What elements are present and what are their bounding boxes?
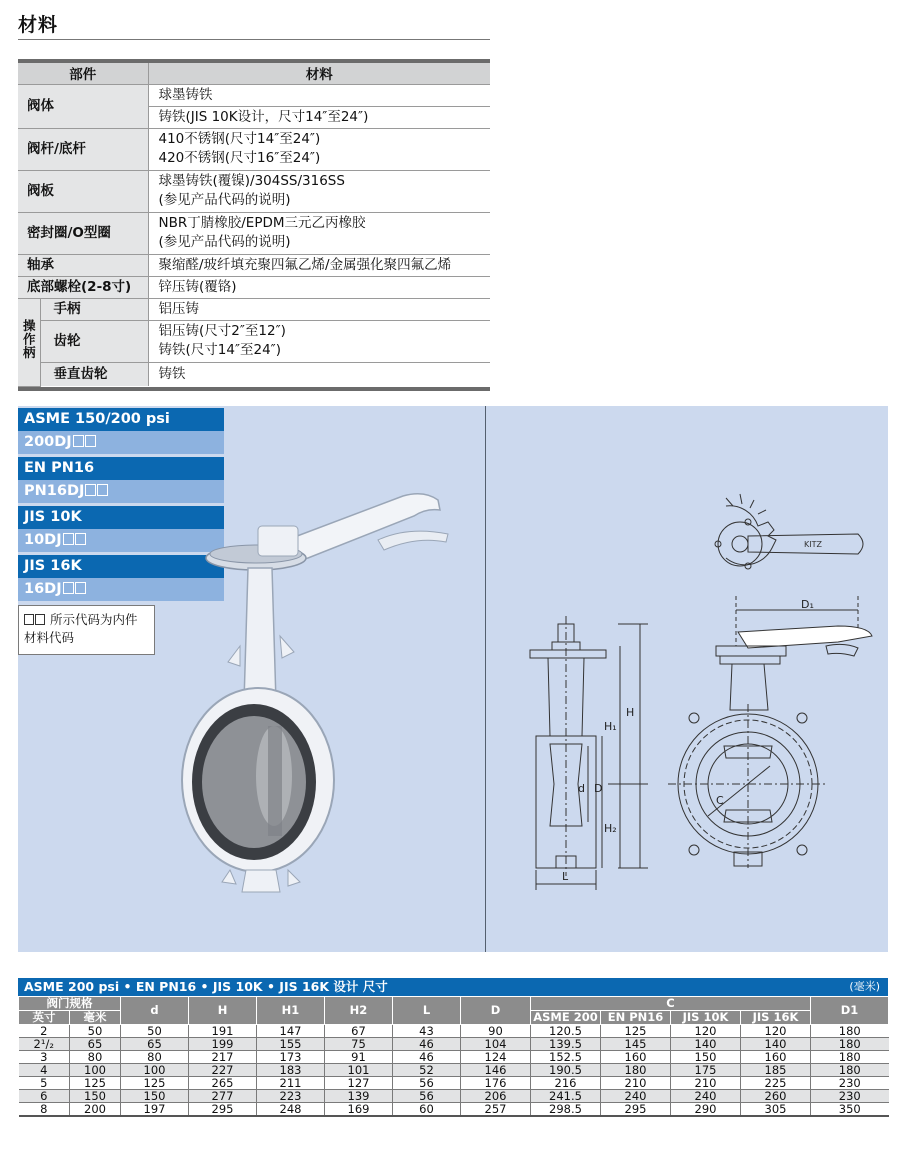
code-asme-text: 200DJ — [24, 434, 72, 450]
material-disc-1: 球墨铸铁(覆镍)/304SS/316SS — [158, 173, 345, 189]
cell-d: 176 — [461, 1077, 531, 1090]
header-jis10: JIS 10K — [671, 1011, 741, 1025]
part-disc: 阀板 — [18, 170, 148, 212]
code-asme — [18, 431, 224, 454]
header-valve-size: 阀门规格 — [19, 997, 121, 1011]
standard-asme-label — [18, 408, 224, 431]
cell-jis10: 175 — [671, 1064, 741, 1077]
material-lever: 铝压铸 — [148, 298, 490, 320]
cell-jis10: 140 — [671, 1038, 741, 1051]
cell-asme: 241.5 — [531, 1090, 601, 1103]
cell-inch: 3 — [19, 1051, 70, 1064]
cell-h: 277 — [189, 1090, 257, 1103]
header-en: EN PN16 — [601, 1011, 671, 1025]
materials-table — [18, 63, 490, 387]
cell-h1: 183 — [257, 1064, 325, 1077]
material-seat — [148, 212, 490, 254]
cell-mm: 100 — [70, 1064, 121, 1077]
cell-asme: 120.5 — [531, 1025, 601, 1038]
cell-h2: 169 — [325, 1103, 393, 1117]
cell-jis16: 260 — [741, 1090, 811, 1103]
cell-d: 90 — [461, 1025, 531, 1038]
material-disc — [148, 170, 490, 212]
table-row — [19, 1064, 889, 1077]
dimensions-header-bar — [18, 978, 888, 996]
cell-d: 80 — [121, 1051, 189, 1064]
cell-mm: 200 — [70, 1103, 121, 1117]
cell-l: 46 — [393, 1038, 461, 1051]
dim-l: L — [562, 870, 569, 883]
cell-jis10: 240 — [671, 1090, 741, 1103]
top-view — [715, 494, 863, 569]
cell-l: 52 — [393, 1064, 461, 1077]
header-d-outer: D — [461, 997, 531, 1025]
dim-d1: D₁ — [801, 598, 814, 611]
cell-d1: 180 — [811, 1051, 889, 1064]
cell-d: 125 — [121, 1077, 189, 1090]
material-stem-2: 420不锈钢(尺寸16″至24″) — [158, 150, 321, 166]
cell-h1: 223 — [257, 1090, 325, 1103]
cell-jis16: 140 — [741, 1038, 811, 1051]
material-gear — [148, 320, 490, 362]
table-row — [19, 1090, 889, 1103]
cell-l: 46 — [393, 1051, 461, 1064]
header-part: 部件 — [18, 63, 148, 84]
technical-drawing — [508, 496, 868, 916]
code-jis10-text: 10DJ — [24, 532, 62, 548]
cell-d1: 180 — [811, 1025, 889, 1038]
standard-en-text: EN PN16 — [24, 460, 95, 476]
cell-d1: 350 — [811, 1103, 889, 1117]
part-vertical-gear: 垂直齿轮 — [40, 362, 148, 386]
part-body: 阀体 — [18, 84, 148, 128]
cell-l: 43 — [393, 1025, 461, 1038]
cell-h1: 147 — [257, 1025, 325, 1038]
cell-h2: 91 — [325, 1051, 393, 1064]
dimensions-title: ASME 200 psi • EN PN16 • JIS 10K • JIS 16K 设计 尺寸 — [24, 979, 388, 994]
dimensions-unit: (毫米) — [849, 980, 880, 993]
header-material: 材料 — [148, 63, 490, 84]
cell-asme: 190.5 — [531, 1064, 601, 1077]
cell-en: 180 — [601, 1064, 671, 1077]
cell-l: 60 — [393, 1103, 461, 1117]
cell-h2: 127 — [325, 1077, 393, 1090]
cell-jis10: 120 — [671, 1025, 741, 1038]
material-bolt: 锌压铸(覆铬) — [148, 276, 490, 298]
table-row — [19, 1051, 889, 1064]
cell-d1: 230 — [811, 1077, 889, 1090]
header-l: L — [393, 997, 461, 1025]
header-d: d — [121, 997, 189, 1025]
table-row — [19, 1038, 889, 1051]
dimensions-body — [19, 1025, 889, 1117]
cell-mm: 65 — [70, 1038, 121, 1051]
cell-h1: 248 — [257, 1103, 325, 1117]
dim-h2: H₂ — [604, 822, 617, 835]
part-bolt: 底部螺栓(2-8寸) — [18, 276, 148, 298]
cell-jis10: 210 — [671, 1077, 741, 1090]
code-note — [18, 605, 155, 655]
cell-h: 295 — [189, 1103, 257, 1117]
material-body-2: 铸铁(JIS 10K设计，尺寸14″至24″) — [148, 106, 490, 128]
cell-asme: 216 — [531, 1077, 601, 1090]
cell-d: 146 — [461, 1064, 531, 1077]
cell-h2: 101 — [325, 1064, 393, 1077]
cell-h: 199 — [189, 1038, 257, 1051]
valve-photo — [188, 486, 488, 906]
cell-h2: 67 — [325, 1025, 393, 1038]
code-note-line2: 材料代码 — [24, 630, 75, 645]
cell-l: 56 — [393, 1090, 461, 1103]
cell-d1: 230 — [811, 1090, 889, 1103]
dim-h1: H₁ — [604, 720, 617, 733]
cell-inch: 4 — [19, 1064, 70, 1077]
panel-divider — [485, 406, 486, 952]
cell-d: 206 — [461, 1090, 531, 1103]
cell-d: 100 — [121, 1064, 189, 1077]
cell-jis16: 305 — [741, 1103, 811, 1117]
header-d1: D1 — [811, 997, 889, 1025]
cell-en: 160 — [601, 1051, 671, 1064]
cell-inch: 8 — [19, 1103, 70, 1117]
material-stem — [148, 128, 490, 170]
cell-d: 124 — [461, 1051, 531, 1064]
cell-jis16: 160 — [741, 1051, 811, 1064]
dimensions-table — [18, 996, 889, 1117]
dim-d-outer: D — [594, 782, 603, 795]
cell-mm: 150 — [70, 1090, 121, 1103]
material-bearing: 聚缩醛/玻纤填充聚四氟乙烯/金属强化聚四氟乙烯 — [148, 254, 490, 276]
cell-jis10: 150 — [671, 1051, 741, 1064]
material-disc-2: (参见产品代码的说明) — [158, 192, 291, 208]
standard-en-label — [18, 457, 224, 480]
cell-d: 150 — [121, 1090, 189, 1103]
cell-asme: 152.5 — [531, 1051, 601, 1064]
header-mm: 毫米 — [70, 1011, 121, 1025]
cell-mm: 80 — [70, 1051, 121, 1064]
product-panel — [18, 406, 888, 952]
cell-d: 50 — [121, 1025, 189, 1038]
cell-h: 227 — [189, 1064, 257, 1077]
material-stem-1: 410不锈钢(尺寸14″至24″) — [158, 131, 321, 147]
title-rule — [18, 39, 490, 40]
material-seat-2: (参见产品代码的说明) — [158, 234, 291, 250]
materials-table-wrap — [18, 59, 490, 391]
cell-d: 257 — [461, 1103, 531, 1117]
cell-mm: 50 — [70, 1025, 121, 1038]
cell-h: 265 — [189, 1077, 257, 1090]
cell-d: 197 — [121, 1103, 189, 1117]
cell-h: 191 — [189, 1025, 257, 1038]
material-seat-1: NBR丁腈橡胶/EPDM三元乙丙橡胶 — [158, 215, 366, 231]
cell-jis10: 290 — [671, 1103, 741, 1117]
code-jis16-text: 16DJ — [24, 581, 62, 597]
table-row — [19, 1103, 889, 1117]
header-asme: ASME 200 — [531, 1011, 601, 1025]
part-bearing: 轴承 — [18, 254, 148, 276]
side-view — [530, 616, 648, 890]
cell-en: 210 — [601, 1077, 671, 1090]
standard-asme-text: ASME 150/200 psi — [24, 411, 170, 427]
cell-d: 104 — [461, 1038, 531, 1051]
header-c: C — [531, 997, 811, 1011]
part-gear: 齿轮 — [40, 320, 148, 362]
header-h: H — [189, 997, 257, 1025]
cell-inch: 2 — [19, 1025, 70, 1038]
material-gear-2: 铸铁(尺寸14″至24″) — [158, 342, 281, 358]
standard-jis10-text: JIS 10K — [24, 509, 82, 525]
cell-en: 295 — [601, 1103, 671, 1117]
code-note-line1: 所示代码为内件 — [49, 612, 138, 627]
cell-jis16: 120 — [741, 1025, 811, 1038]
cell-en: 125 — [601, 1025, 671, 1038]
material-gear-1: 铝压铸(尺寸2″至12″) — [158, 323, 286, 339]
cell-en: 240 — [601, 1090, 671, 1103]
header-inch: 英寸 — [19, 1011, 70, 1025]
operator-group — [18, 298, 40, 386]
cell-h1: 173 — [257, 1051, 325, 1064]
cell-asme: 139.5 — [531, 1038, 601, 1051]
material-vertical-gear: 铸铁 — [148, 362, 490, 386]
cell-h2: 139 — [325, 1090, 393, 1103]
table-row — [19, 1025, 889, 1038]
part-lever: 手柄 — [40, 298, 148, 320]
header-h2: H2 — [325, 997, 393, 1025]
cell-d1: 180 — [811, 1038, 889, 1051]
dim-h: H — [626, 706, 635, 719]
material-body-1: 球墨铸铁 — [148, 84, 490, 106]
header-h1: H1 — [257, 997, 325, 1025]
cell-l: 56 — [393, 1077, 461, 1090]
code-en-text: PN16DJ — [24, 483, 85, 499]
cell-h1: 155 — [257, 1038, 325, 1051]
cell-inch: 2¹/₂ — [19, 1038, 70, 1051]
table-row — [19, 1077, 889, 1090]
standard-jis16-text: JIS 16K — [24, 558, 82, 574]
cell-inch: 6 — [19, 1090, 70, 1103]
cell-h: 217 — [189, 1051, 257, 1064]
cell-d1: 180 — [811, 1064, 889, 1077]
cell-en: 145 — [601, 1038, 671, 1051]
materials-title: 材料 — [18, 14, 59, 36]
cell-h2: 75 — [325, 1038, 393, 1051]
cell-jis16: 185 — [741, 1064, 811, 1077]
brand-label: KITZ — [804, 540, 822, 549]
part-seat: 密封圈/O型圈 — [18, 212, 148, 254]
cell-asme: 298.5 — [531, 1103, 601, 1117]
front-view — [668, 626, 872, 868]
header-jis16: JIS 16K — [741, 1011, 811, 1025]
cell-mm: 125 — [70, 1077, 121, 1090]
cell-inch: 5 — [19, 1077, 70, 1090]
dim-d: d — [578, 782, 585, 795]
cell-h1: 211 — [257, 1077, 325, 1090]
part-stem: 阀杆/底杆 — [18, 128, 148, 170]
cell-d: 65 — [121, 1038, 189, 1051]
cell-jis16: 225 — [741, 1077, 811, 1090]
dim-c: C — [716, 794, 724, 807]
operator-group-label: 操作柄 — [21, 318, 37, 360]
